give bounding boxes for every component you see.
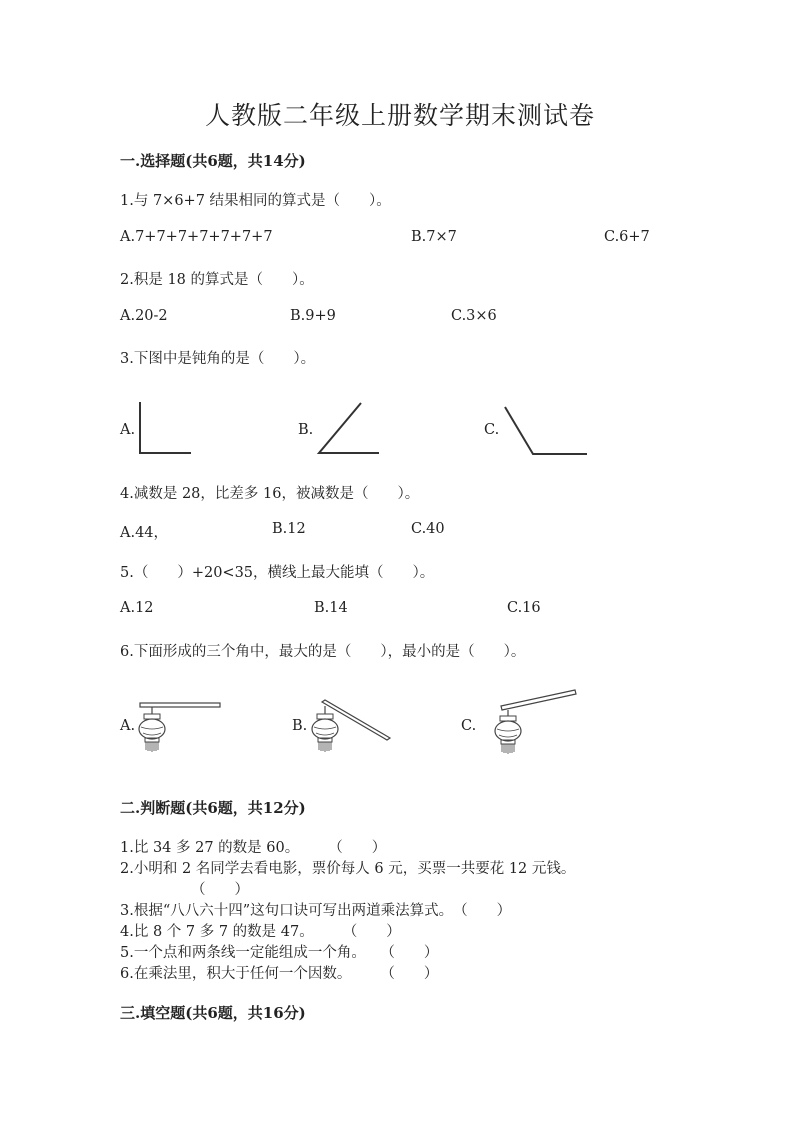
- q2-option-c: C.3×6: [451, 308, 497, 324]
- q5-option-a: A.12: [120, 600, 154, 616]
- question-5: 5.（ ）+20<35，横线上最大能填（ ）。: [120, 565, 435, 581]
- q6-option-a: A.: [120, 718, 136, 734]
- judge-item-2-bracket: （ ）: [191, 882, 249, 898]
- q6-option-c: C.: [461, 718, 477, 734]
- q3-option-a: A.: [120, 422, 136, 438]
- lantern-a-pole: [140, 703, 220, 707]
- q5-option-b: B.14: [314, 600, 348, 616]
- q2-option-b: B.9+9: [290, 308, 336, 324]
- question-3: 3.下图中是钝角的是（ ）。: [120, 351, 316, 367]
- lantern-figure-a: [136, 700, 226, 760]
- q3-option-c: C.: [484, 422, 500, 438]
- obtuse-angle-figure: [500, 402, 592, 460]
- lantern-figure-c: [491, 688, 581, 760]
- question-2: 2.积是 18 的算式是（ ）。: [120, 272, 314, 288]
- judge-item-5: 5.一个点和两条线一定能组成一个角。 （ ）: [120, 945, 439, 961]
- q5-option-c: C.16: [507, 600, 541, 616]
- q1-option-b: B.7×7: [411, 229, 457, 245]
- section-header-fill-blank: 三.填空题(共6题，共16分): [120, 1004, 306, 1022]
- lantern-figure-b: [308, 698, 398, 760]
- judge-item-1: 1.比 34 多 27 的数是 60。 （ ）: [120, 840, 387, 856]
- lantern-c-pole: [501, 690, 576, 710]
- q1-option-c: C.6+7: [604, 229, 650, 245]
- right-angle-figure: [135, 398, 195, 458]
- judge-item-2: 2.小明和 2 名同学去看电影，票价每人 6 元，买票一共要花 12 元钱。: [120, 861, 576, 877]
- judge-item-4: 4.比 8 个 7 多 7 的数是 47。 （ ）: [120, 924, 401, 940]
- q6-option-b: B.: [292, 718, 308, 734]
- judge-item-6: 6.在乘法里，积大于任何一个因数。 （ ）: [120, 966, 439, 982]
- question-1: 1.与 7×6+7 结果相同的算式是（ ）。: [120, 193, 391, 209]
- page-title: 人教版二年级上册数学期末测试卷: [204, 101, 595, 130]
- section-header-judgement: 二.判断题(共6题，共12分): [120, 799, 306, 817]
- q4-option-c: C.40: [411, 521, 445, 537]
- section-header-choice: 一.选择题(共6题，共14分): [120, 152, 306, 170]
- q3-option-b: B.: [298, 422, 314, 438]
- question-6: 6.下面形成的三个角中，最大的是（ ），最小的是（ ）。: [120, 644, 526, 660]
- question-4: 4.减数是 28，比差多 16，被减数是（ ）。: [120, 486, 420, 502]
- acute-angle-figure: [314, 398, 384, 458]
- q4-option-a: A.44，: [120, 525, 169, 541]
- q4-option-b: B.12: [272, 521, 306, 537]
- judge-item-3: 3.根据“八八六十四”这句口诀可写出两道乘法算式。 （ ）: [120, 903, 512, 919]
- q1-option-a: A.7+7+7+7+7+7+7: [120, 229, 273, 245]
- q2-option-a: A.20-2: [120, 308, 168, 324]
